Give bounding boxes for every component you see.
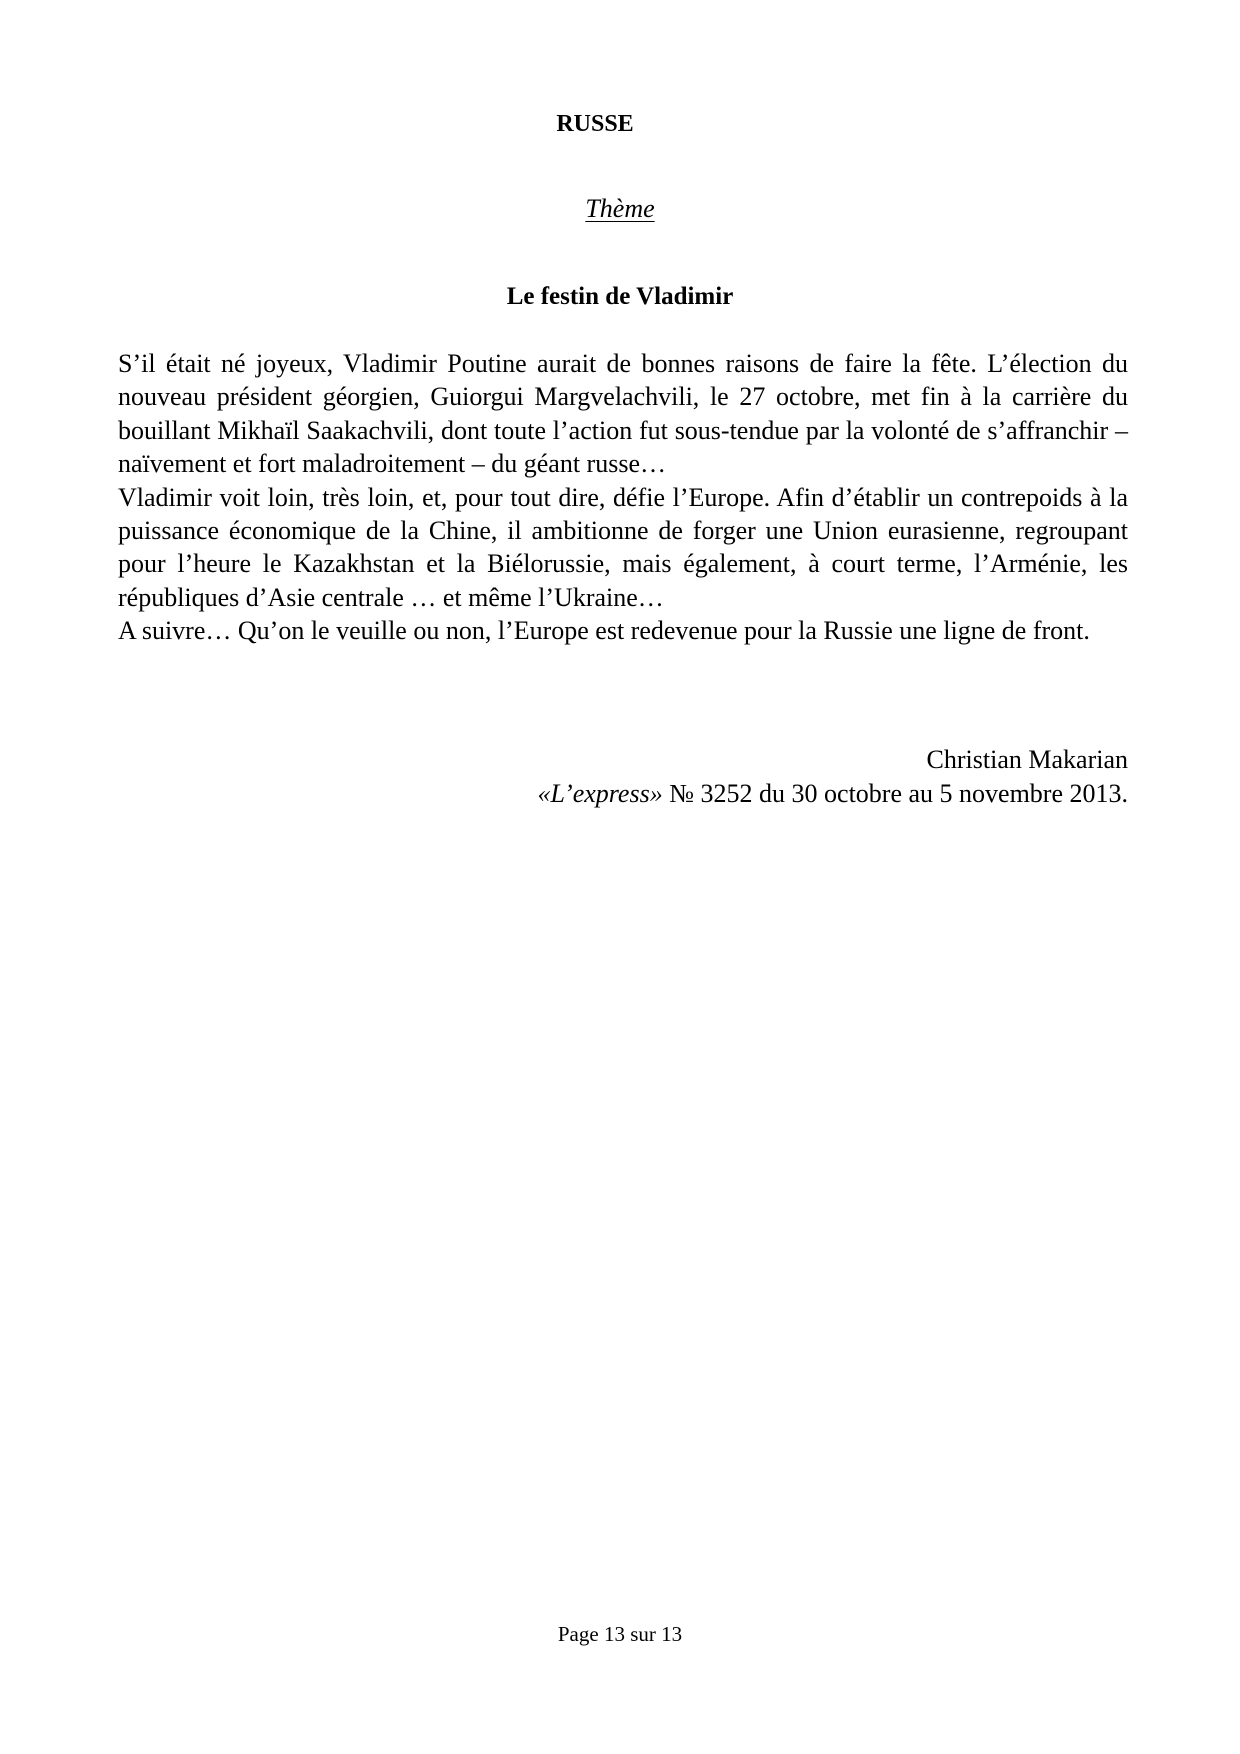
subject-heading: RUSSE [556, 111, 634, 137]
article-title: Le festin de Vladimir [506, 283, 734, 310]
section-heading [0, 192, 1240, 226]
source-line [118, 777, 1128, 811]
issue-details: № 3252 du 30 octobre au 5 novembre 2013. [662, 779, 1128, 808]
article-body [118, 347, 1128, 648]
section-label: Thème [585, 194, 655, 223]
paragraph-1: S’il était né joyeux, Vladimir Poutine aurait de bonnes raisons de faire la fête. L’élection du nouveau président géorgien, Guiorgui Margvelachvili, le 27 octobre, met fin à la carrière du bouillant Mikhaïl Saakachvili, dont toute l’action fut sous-tendue par la volonté de s’affranchir – naïvement et fort maladroitement – du géant russe… [118, 349, 1128, 479]
paragraph-2: Vladimir voit loin, très loin, et, pour tout dire, défie l’Europe. Afin d’établir un contrepoids à la puissance économique de la Chine, il ambitionne de forger une Union eurasienne, regroupant pour l’heure le Kazakhstan et la Biélorussie, mais également, à court terme, l’Arménie, les républiques d’Asie centrale … et même l’Ukraine… [118, 482, 1128, 612]
paragraph-3: A suivre… Qu’on le veuille ou non, l’Europe est redevenue pour la Russie une ligne de front. [118, 616, 1090, 646]
publication-name: «L’express» [537, 779, 663, 808]
author-name: Christian Makarian [926, 745, 1128, 774]
page-number: Page 13 sur 13 [557, 1622, 683, 1646]
attribution-block [118, 743, 1128, 811]
